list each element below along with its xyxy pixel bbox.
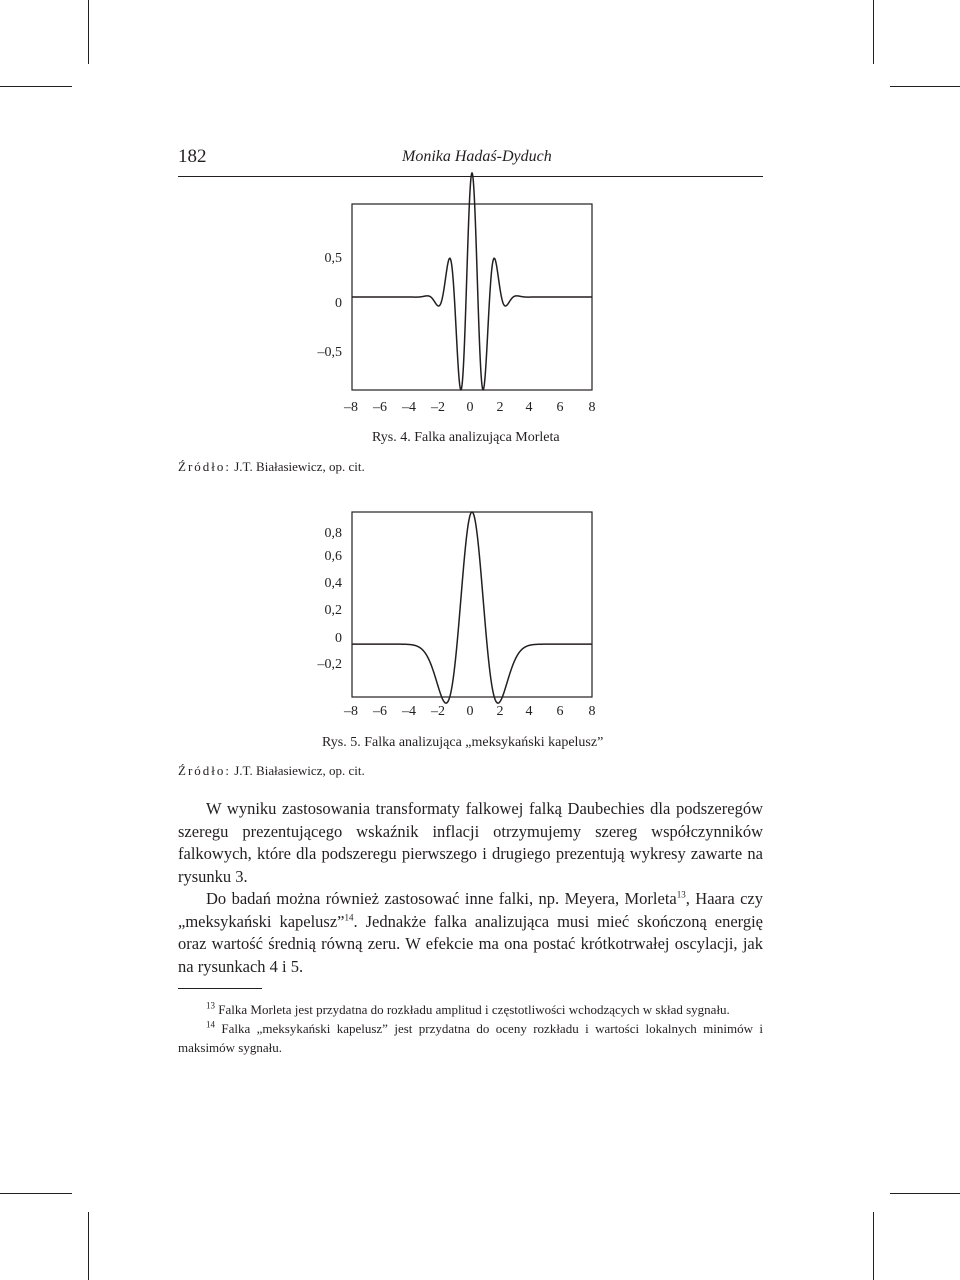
x-tick-label: 8 [588, 400, 596, 415]
crop-mark [873, 0, 874, 64]
plot-frame [352, 512, 592, 697]
source-text: J.T. Białasiewicz, op. cit. [231, 763, 365, 778]
paragraph-text: , Haara czy „meksykański kapelusz” [178, 889, 763, 931]
paragraph: W wyniku zastosowania transformaty falkowej falką Daubechies dla podszeregów szeregu prezentującego wskaźnik inflacji otrzymujemy szereg współczynników falkowych, które dla podszeregu pierwszego i drugiego prezentują wykresy zawarte na rysunku 3. [178, 799, 763, 886]
crop-mark [0, 86, 72, 87]
x-tick-label: –8 [344, 400, 358, 415]
footnote-rule [178, 988, 262, 989]
x-tick-label: 4 [525, 400, 533, 415]
y-tick-label: 0 [335, 296, 342, 311]
x-tick-label: 4 [525, 704, 533, 719]
footnotes [178, 1000, 763, 1057]
footnote-ref[interactable]: 13 [676, 889, 686, 900]
footnote-text: Falka Morleta jest przydatna do rozkładu amplitud i częstotliwości wchodzących w skład sygnału. [215, 1002, 730, 1017]
x-tick-label: 2 [496, 400, 504, 415]
x-tick-label: –6 [373, 704, 387, 719]
y-tick-label: 0 [335, 631, 342, 646]
footnote-number: 14 [206, 1019, 215, 1030]
y-tick-label: 0,8 [324, 526, 342, 541]
x-tick-label: –2 [431, 704, 445, 719]
figure-caption: Rys. 4. Falka analizująca Morleta [372, 430, 560, 445]
crop-mark [88, 0, 89, 64]
y-tick-label: 0,2 [324, 603, 342, 618]
paragraph-text: . Jednakże falka analizująca musi mieć skończoną energię oraz wartość średnią równą zeru. W efekcie ma ona postać krótkotrwałej oscylacji, jak na rysunkach 4 i 5. [178, 911, 764, 976]
figure-caption: Rys. 5. Falka analizująca „meksykański kapelusz” [322, 735, 604, 750]
y-tick-label: 0,6 [324, 549, 342, 564]
x-tick-label: –6 [373, 400, 387, 415]
morlet-curve [352, 173, 592, 390]
paragraph [178, 888, 763, 978]
x-tick-label: –4 [402, 704, 416, 719]
crop-mark [88, 1212, 89, 1280]
crop-mark [873, 1212, 874, 1280]
mexican-hat-curve [352, 512, 592, 703]
paragraph-text: Do badań można również zastosować inne falki, np. Meyera, Morleta [206, 889, 677, 908]
footnote-number: 13 [206, 1000, 215, 1011]
source-label: Źródło: [178, 763, 231, 778]
body-text [178, 798, 763, 978]
footnote-ref[interactable]: 14 [344, 912, 354, 922]
source-text: J.T. Białasiewicz, op. cit. [231, 459, 365, 474]
mexican-hat-plot [352, 512, 602, 702]
y-tick-label: –0,2 [317, 657, 342, 672]
crop-mark [890, 1193, 960, 1194]
y-tick-label: –0,5 [317, 345, 342, 360]
x-tick-label: 6 [556, 704, 564, 719]
x-tick-label: –2 [431, 400, 445, 415]
page-number: 182 [178, 146, 207, 167]
y-tick-label: 0,5 [324, 251, 342, 266]
y-tick-label: 0,4 [324, 576, 342, 591]
source-label: Źródło: [178, 459, 231, 474]
x-tick-label: 0 [466, 704, 474, 719]
morlet-plot [352, 204, 602, 394]
footnote-text: Falka „meksykański kapelusz” jest przydatna do oceny rozkładu i wartości lokalnych minimów i maksimów sygnału. [178, 1021, 763, 1055]
footnote [178, 1000, 763, 1019]
footnote [178, 1019, 763, 1057]
figure-source [178, 763, 365, 779]
x-tick-label: 2 [496, 704, 504, 719]
x-tick-label: 8 [588, 704, 596, 719]
crop-mark [0, 1193, 72, 1194]
figure-source [178, 459, 365, 475]
x-tick-label: –4 [402, 400, 416, 415]
running-header-author: Monika Hadaś-Dyduch [402, 148, 552, 165]
x-tick-label: 6 [556, 400, 564, 415]
crop-mark [890, 86, 960, 87]
x-tick-label: –8 [344, 704, 358, 719]
x-tick-label: 0 [466, 400, 474, 415]
